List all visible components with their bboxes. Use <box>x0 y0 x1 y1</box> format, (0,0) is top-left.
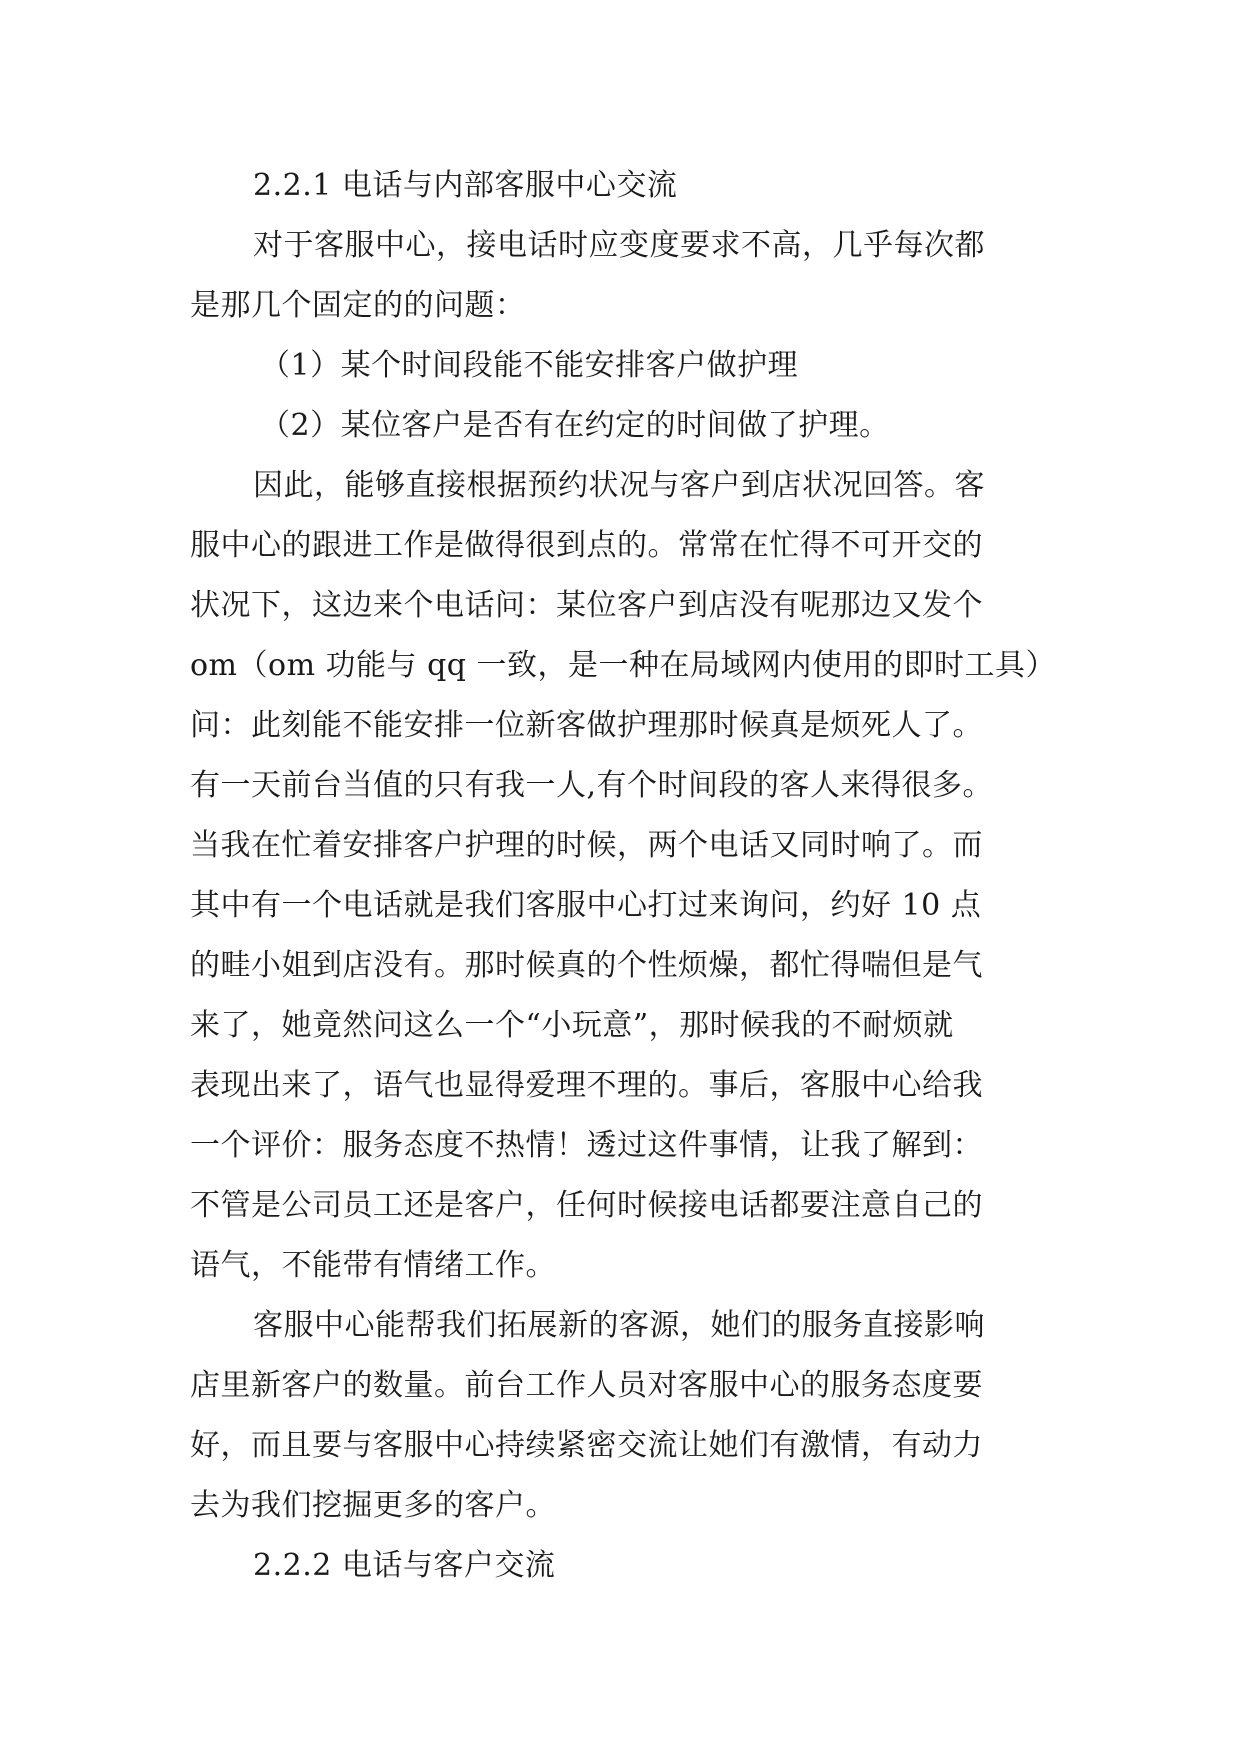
paragraph-line: 店里新客户的数量。前台工作人员对客服中心的服务态度要 <box>190 1368 983 1403</box>
paragraph-line: 服中心的跟进工作是做得很到点的。常常在忙得不可开交的 <box>190 528 983 563</box>
paragraph-line: 状况下，这边来个电话问：某位客户到店没有呢那边又发个 <box>190 588 983 623</box>
paragraph-line: 因此，能够直接根据预约状况与客户到店状况回答。客 <box>253 468 985 503</box>
list-item-2: （2）某位客户是否有在约定的时间做了护理。 <box>260 408 890 443</box>
paragraph-line: 其中有一个电话就是我们客服中心打过来询问，约好 10 点 <box>190 888 982 923</box>
section-heading-2-2-2: 2.2.2 电话与客户交流 <box>253 1548 556 1583</box>
paragraph-line: 表现出来了，语气也显得爱理不理的。事后，客服中心给我 <box>190 1068 983 1103</box>
paragraph-line: 去为我们挖掘更多的客户。 <box>190 1488 556 1523</box>
paragraph-line: 不管是公司员工还是客户，任何时候接电话都要注意自己的 <box>190 1188 983 1223</box>
paragraph-line: 对于客服中心，接电话时应变度要求不高，几乎每次都 <box>253 228 985 263</box>
paragraph-line: 来了，她竟然问这么一个“小玩意”，那时候我的不耐烦就 <box>190 1008 954 1043</box>
paragraph-line: 的畦小姐到店没有。那时候真的个性烦燥，都忙得喘但是气 <box>190 948 983 983</box>
paragraph-line: 问：此刻能不能安排一位新客做护理那时候真是烦死人了。 <box>190 708 983 743</box>
paragraph-line: 一个评价：服务态度不热情！透过这件事情，让我了解到： <box>190 1128 983 1163</box>
paragraph-line: om（om 功能与 qq 一致，是一种在局域网内使用的即时工具） <box>190 648 1057 683</box>
paragraph-line: 语气，不能带有情绪工作。 <box>190 1248 556 1283</box>
paragraph-line: 好，而且要与客服中心持续紧密交流让她们有激情，有动力 <box>190 1428 983 1463</box>
paragraph-line: 客服中心能帮我们拓展新的客源，她们的服务直接影响 <box>253 1308 985 1343</box>
list-item-1: （1）某个时间段能不能安排客户做护理 <box>260 348 799 383</box>
paragraph-line: 有一天前台当值的只有我一人,有个时间段的客人来得很多。 <box>190 768 994 803</box>
section-heading-2-2-1: 2.2.1 电话与内部客服中心交流 <box>253 168 678 203</box>
paragraph-line: 是那几个固定的的问题： <box>190 288 526 323</box>
paragraph-line: 当我在忙着安排客户护理的时候，两个电话又同时响了。而 <box>190 828 983 863</box>
document-body <box>190 156 1057 1596</box>
